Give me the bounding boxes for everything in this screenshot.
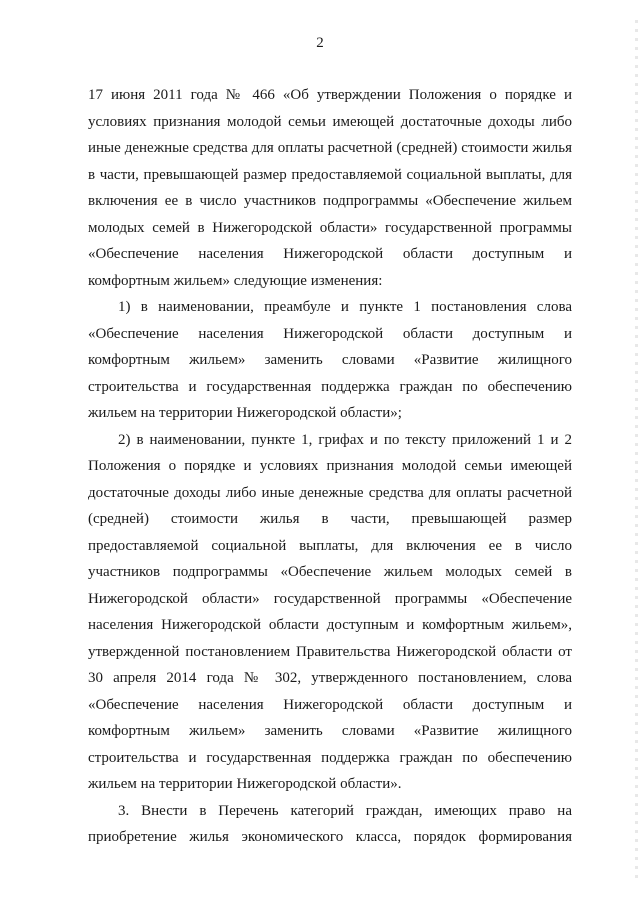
text-line: строительства и государственная поддержка граждан по обеспечению bbox=[88, 749, 572, 766]
text-line: 3. Внести в Перечень категорий граждан, имеющих право на bbox=[118, 802, 572, 819]
text-line: предоставляемой социальной выплаты, для включения ее в число bbox=[88, 537, 572, 554]
text-line: «Обеспечение населения Нижегородской области доступным и bbox=[88, 325, 572, 342]
text-line: строительства и государственная поддержка граждан по обеспечению bbox=[88, 378, 572, 395]
scan-edge-mark bbox=[635, 20, 638, 880]
text-line: «Обеспечение населения Нижегородской области доступным и bbox=[88, 696, 572, 713]
text-line: 17 июня 2011 года № 466 «Об утверждении Положения о порядке и bbox=[88, 87, 572, 103]
text-line: комфортным жильем» следующие изменения: bbox=[88, 272, 383, 289]
text-line: комфортным жильем» заменить словами «Развитие жилищного bbox=[88, 723, 572, 739]
text-line: участников подпрограммы «Обеспечение жильем молодых семей в bbox=[88, 564, 572, 580]
document-body bbox=[88, 82, 572, 851]
text-line: «Обеспечение населения Нижегородской области доступным и bbox=[88, 246, 572, 262]
text-line: жильем на территории Нижегородской области». bbox=[88, 776, 402, 792]
text-line: населения Нижегородской области доступным и комфортным жильем», bbox=[88, 617, 572, 633]
text-line: условиях признания молодой семьи имеющей достаточные доходы либо bbox=[88, 113, 572, 130]
text-line: (средней) стоимости жилья в части, превышающей размер bbox=[88, 511, 572, 527]
text-line: комфортным жильем» заменить словами «Развитие жилищного bbox=[88, 352, 572, 368]
text-line: жильем на территории Нижегородской области»; bbox=[88, 405, 402, 421]
text-line: утвержденной постановлением Правительства Нижегородской области от bbox=[88, 643, 572, 660]
text-line: 1) в наименовании, преамбуле и пункте 1 постановления слова bbox=[118, 299, 572, 315]
page-number: 2 bbox=[316, 35, 324, 51]
text-line: 2) в наименовании, пункте 1, грифах и по тексту приложений 1 и 2 bbox=[118, 431, 572, 448]
text-line: Положения о порядке и условиях признания молодой семьи имеющей bbox=[88, 458, 572, 474]
text-line: в части, превышающей размер предоставляемой социальной выплаты, для bbox=[88, 166, 572, 183]
text-line: 30 апреля 2014 года № 302, утвержденного постановлением, слова bbox=[88, 670, 572, 686]
text-line: молодых семей в Нижегородской области» государственной программы bbox=[88, 219, 572, 236]
text-line: достаточные доходы либо иные денежные средства для оплаты расчетной bbox=[88, 484, 572, 501]
text-line: приобретение жилья экономического класса, порядок формирования bbox=[88, 829, 572, 845]
text-line: иные денежные средства для оплаты расчетной (средней) стоимости жилья bbox=[88, 140, 572, 156]
text-line: включения ее в число участников подпрограммы «Обеспечение жильем bbox=[88, 193, 572, 209]
text-line: Нижегородской области» государственной программы «Обеспечение bbox=[88, 590, 572, 607]
